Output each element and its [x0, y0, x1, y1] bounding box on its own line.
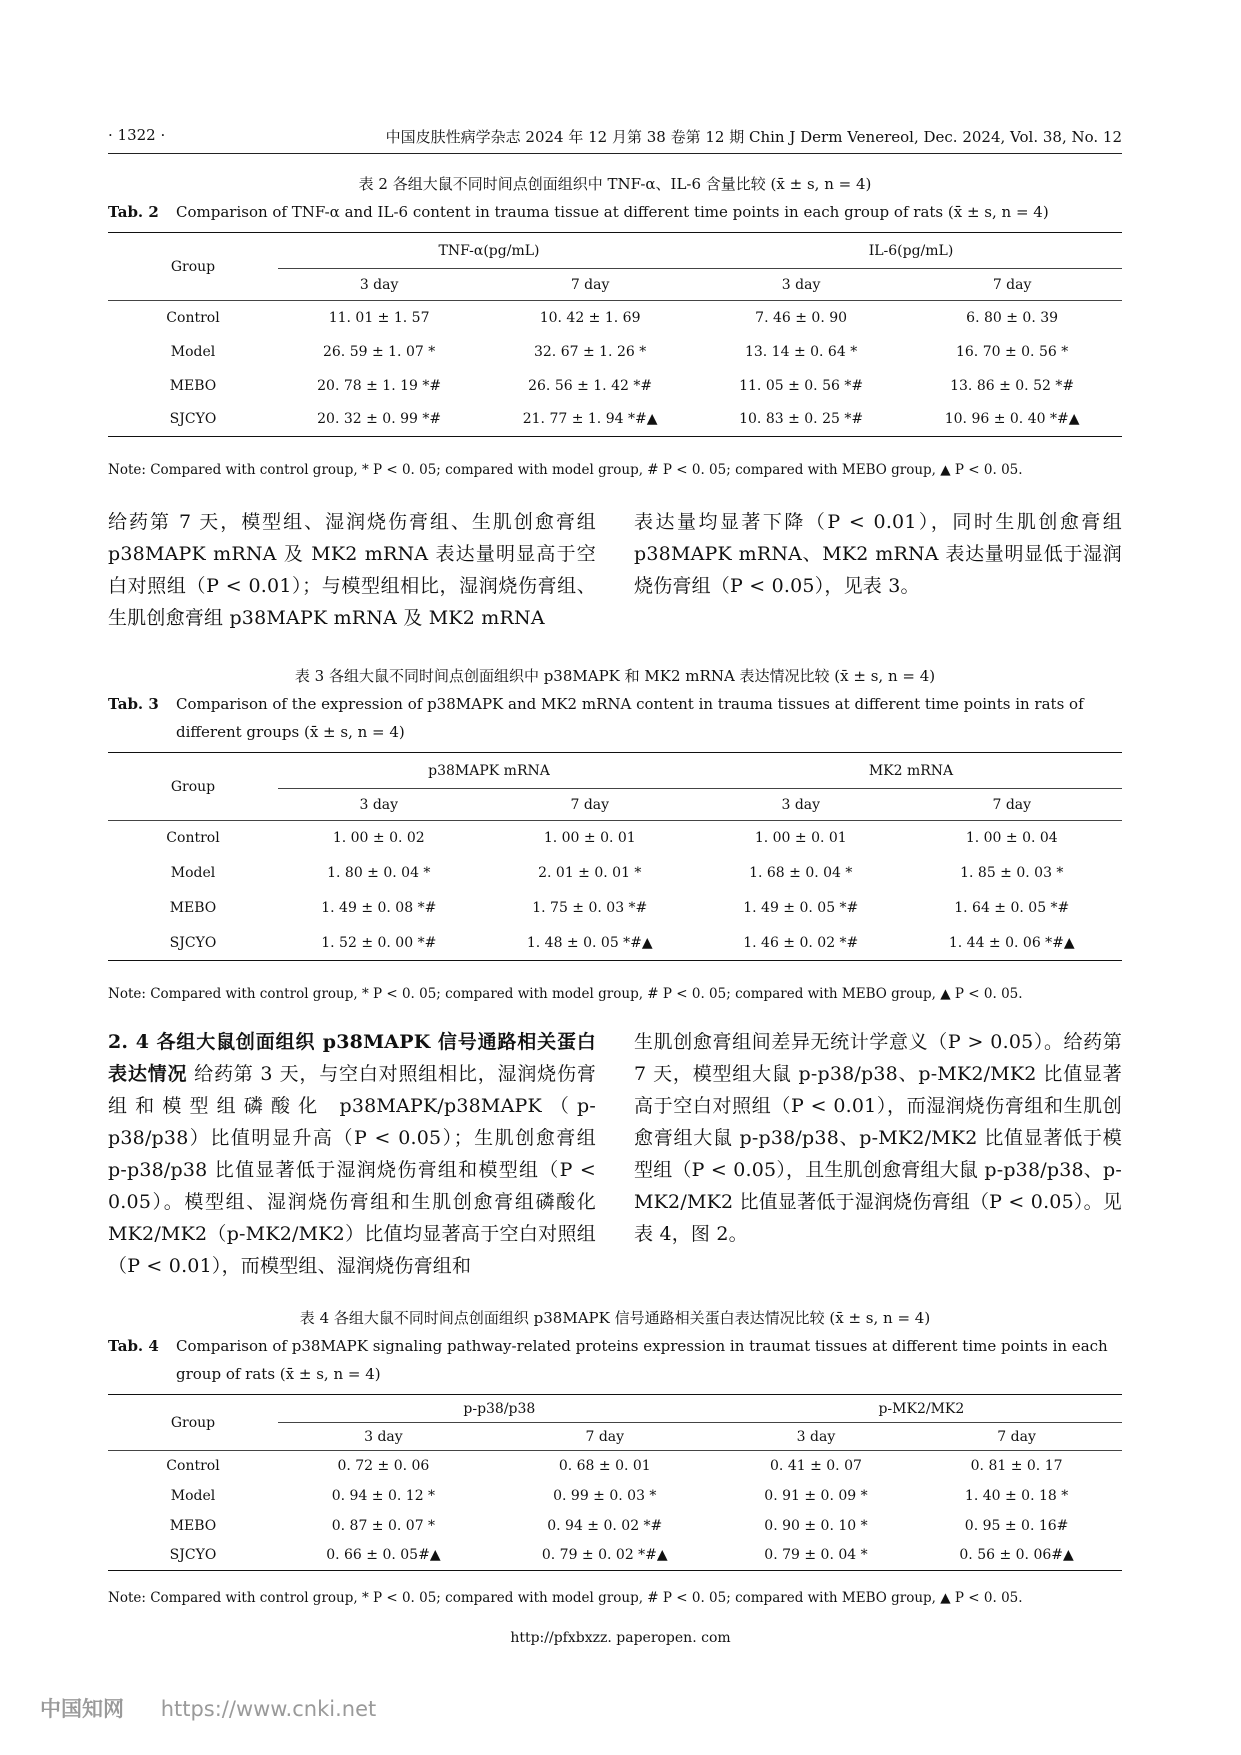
group-cell: MEBO — [169, 1517, 217, 1534]
group-cell: Control — [166, 1457, 220, 1474]
value-cell: 0. 94 ± 0. 12 * — [331, 1487, 436, 1504]
table4-en-title-row — [108, 1332, 1122, 1388]
col-group-header: p-p38/p38 — [278, 1395, 721, 1423]
page-number: · 1322 · — [108, 126, 166, 144]
body-paragraph-left — [108, 1026, 596, 1282]
value-cell: 1. 48 ± 0. 05 *#▲ — [480, 926, 700, 961]
table-row — [108, 1451, 1122, 1481]
table2-cn-title: 表 2 各组大鼠不同时间点创面组织中 TNF-α、IL-6 含量比较 (x̄ ± s, n = 4) — [358, 175, 872, 193]
table2-label: Tab. 2 — [108, 203, 159, 221]
value-cell: 20. 78 ± 1. 19 *# — [317, 377, 442, 394]
table2-en-title-row — [108, 198, 1122, 226]
sub-header: 3 day — [700, 269, 902, 301]
group-cell: MEBO — [169, 900, 217, 916]
sub-header: 7 day — [911, 1423, 1122, 1451]
value-cell: 1. 00 ± 0. 01 — [754, 830, 847, 847]
table4-caption — [108, 1304, 1122, 1388]
running-header — [108, 126, 1122, 150]
group-header: Group — [108, 1395, 278, 1451]
value-cell: 13. 86 ± 0. 52 *# — [950, 377, 1075, 394]
value-cell: 0. 66 ± 0. 05#▲ — [278, 1541, 489, 1571]
cnki-url: https://www.cnki.net — [160, 1697, 377, 1721]
value-cell: 0. 41 ± 0. 07 — [770, 1457, 862, 1474]
value-cell: 0. 79 ± 0. 02 *#▲ — [489, 1541, 721, 1571]
group-cell: Model — [170, 1487, 216, 1504]
value-cell: 1. 46 ± 0. 02 *# — [700, 926, 902, 961]
group-cell: MEBO — [169, 377, 217, 394]
group-cell: Control — [166, 309, 220, 326]
value-cell: 32. 67 ± 1. 26 * — [533, 343, 647, 360]
journal-url: http://pfxbxzz. paperopen. com — [510, 1630, 731, 1646]
value-cell: 26. 59 ± 1. 07 * — [322, 343, 436, 360]
body-paragraph-right: 生肌创愈膏组间差异无统计学意义（P > 0.05）。给药第 7 天，模型组大鼠 p-p38/p38、p-MK2/MK2 比值显著高于空白对照组（P < 0.01），而湿润烧伤膏组和生肌创愈膏组大鼠 p-p38/p38、p-MK2/MK2 比值显著低于模型组（P < 0.05），且生肌创愈膏组大鼠 p-p38/p38、p-MK2/MK2 比值显著低于湿润烧伤膏组（P < 0.05）。见表 4，图 2。 — [634, 1031, 1122, 1245]
table-row — [108, 335, 1122, 369]
sub-header: 7 day — [480, 789, 700, 821]
value-cell: 20. 32 ± 0. 99 *# — [278, 403, 480, 437]
table-row — [108, 403, 1122, 437]
value-cell: 11. 05 ± 0. 56 *# — [739, 377, 864, 394]
table4-label: Tab. 4 — [108, 1337, 159, 1355]
value-cell: 0. 99 ± 0. 03 * — [553, 1487, 657, 1504]
table-row — [108, 1541, 1122, 1571]
table-header-row — [108, 753, 1122, 789]
table3-en-title-row — [108, 690, 1122, 746]
table2 — [108, 232, 1122, 437]
col-group-header: IL-6(pg/mL) — [700, 233, 1122, 269]
table-header-row — [108, 1395, 1122, 1423]
value-cell: 2. 01 ± 0. 01 * — [538, 865, 642, 881]
col-group-header: MK2 mRNA — [700, 753, 1122, 789]
value-cell: 21. 77 ± 1. 94 *#▲ — [480, 403, 700, 437]
value-cell: 7. 46 ± 0. 90 — [755, 309, 848, 326]
table-row — [108, 1511, 1122, 1541]
sub-header: 7 day — [489, 1423, 721, 1451]
table-row — [108, 821, 1122, 856]
journal-citation: 中国皮肤性病学杂志 2024 年 12 月第 38 卷第 12 期 Chin J Derm Venereol, Dec. 2024, Vol. 38, No. 12 — [385, 128, 1122, 146]
table2-caption — [108, 170, 1122, 226]
table-row — [108, 369, 1122, 403]
table-row — [108, 926, 1122, 961]
sub-header: 3 day — [721, 1423, 911, 1451]
group-cell: Control — [166, 830, 220, 847]
value-cell: 1. 64 ± 0. 05 *# — [954, 900, 1070, 916]
table4-en-title: Comparison of p38MAPK signaling pathway-related proteins expression in traumat tissues at different time points in each group of rats (x̄ ± s, n = 4) — [176, 1337, 1108, 1383]
value-cell: 1. 52 ± 0. 00 *# — [278, 926, 480, 961]
value-cell: 10. 96 ± 0. 40 *#▲ — [902, 403, 1122, 437]
table3-note: Note: Compared with control group, * P < 0. 05; compared with model group, # P < 0. 05; compared with MEBO group, ▲ P < 0. 05. — [108, 986, 1023, 1002]
group-header: Group — [108, 233, 278, 301]
table4-cn-title: 表 4 各组大鼠不同时间点创面组织 p38MAPK 信号通路相关蛋白表达情况比较 (x̄ ± s, n = 4) — [299, 1309, 931, 1327]
group-cell: SJCYO — [108, 1541, 278, 1571]
value-cell: 13. 14 ± 0. 64 * — [744, 343, 858, 360]
col-group-header: p38MAPK mRNA — [278, 753, 700, 789]
group-cell: Model — [170, 343, 216, 360]
sub-header: 3 day — [278, 269, 480, 301]
table4-note: Note: Compared with control group, * P < 0. 05; compared with model group, # P < 0. 05; compared with MEBO group, ▲ P < 0. 05. — [108, 1590, 1023, 1606]
cnki-brand: 中国知网 — [40, 1697, 124, 1721]
value-cell: 0. 94 ± 0. 02 *# — [547, 1517, 663, 1534]
sub-header: 7 day — [902, 269, 1122, 301]
table3-en-title: Comparison of the expression of p38MAPK and MK2 mRNA content in trauma tissues at different time points in rats of different groups (x̄ ± s, n = 4) — [176, 695, 1084, 741]
table3 — [108, 752, 1122, 961]
value-cell: 1. 00 ± 0. 04 — [965, 830, 1058, 847]
table2-en-title: Comparison of TNF-α and IL-6 content in trauma tissue at different time points in each group of rats (x̄ ± s, n = 4) — [176, 203, 1049, 221]
value-cell: 0. 81 ± 0. 17 — [970, 1457, 1063, 1474]
body-paragraph-right: 表达量均显著下降（P < 0.01），同时生肌创愈膏组 p38MAPK mRNA、MK2 mRNA 表达量明显低于湿润烧伤膏组（P < 0.05），见表 3。 — [634, 511, 1122, 597]
value-cell: 16. 70 ± 0. 56 * — [955, 343, 1069, 360]
col-group-header: TNF-α(pg/mL) — [278, 233, 700, 269]
value-cell: 0. 72 ± 0. 06 — [337, 1457, 430, 1474]
value-cell: 26. 56 ± 1. 42 *# — [528, 377, 653, 394]
group-header: Group — [108, 753, 278, 821]
value-cell: 1. 44 ± 0. 06 *#▲ — [902, 926, 1122, 961]
value-cell: 10. 83 ± 0. 25 *# — [700, 403, 902, 437]
table-row — [108, 856, 1122, 891]
value-cell: 1. 00 ± 0. 01 — [543, 830, 636, 847]
group-cell: Model — [170, 865, 216, 881]
group-cell: SJCYO — [108, 403, 278, 437]
value-cell: 0. 91 ± 0. 09 * — [764, 1487, 868, 1504]
value-cell: 1. 85 ± 0. 03 * — [960, 865, 1064, 881]
sub-header: 3 day — [278, 1423, 489, 1451]
col-group-header: p-MK2/MK2 — [721, 1395, 1122, 1423]
table-row — [108, 1481, 1122, 1511]
sub-header: 3 day — [700, 789, 902, 821]
table2-note: Note: Compared with control group, * P < 0. 05; compared with model group, # P < 0. 05; compared with MEBO group, ▲ P < 0. 05. — [108, 462, 1023, 478]
sub-header: 7 day — [902, 789, 1122, 821]
value-cell: 0. 90 ± 0. 10 * — [764, 1517, 868, 1534]
table-row — [108, 301, 1122, 335]
group-cell: SJCYO — [108, 926, 278, 961]
cnki-watermark — [40, 1693, 376, 1723]
table-header-row — [108, 233, 1122, 269]
table3-cn-title: 表 3 各组大鼠不同时间点创面组织中 p38MAPK 和 MK2 mRNA 表达情况比较 (x̄ ± s, n = 4) — [294, 667, 936, 685]
value-cell: 0. 79 ± 0. 04 * — [721, 1541, 911, 1571]
section-heading: 2. 4 各组大鼠创面组织 p38MAPK 信号通路相关蛋白表达情况 — [108, 1031, 596, 1085]
value-cell: 1. 75 ± 0. 03 *# — [532, 900, 648, 916]
value-cell: 1. 49 ± 0. 08 *# — [321, 900, 437, 916]
value-cell: 1. 00 ± 0. 02 — [332, 830, 425, 847]
sub-header: 7 day — [480, 269, 700, 301]
value-cell: 1. 40 ± 0. 18 * — [964, 1487, 1069, 1504]
table3-label: Tab. 3 — [108, 695, 159, 713]
value-cell: 11. 01 ± 1. 57 — [328, 309, 430, 326]
value-cell: 10. 42 ± 1. 69 — [539, 309, 641, 326]
body-paragraph-left: 给药第 7 天，模型组、湿润烧伤膏组、生肌创愈膏组 p38MAPK mRNA 及 MK2 mRNA 表达量明显高于空白对照组（P < 0.01）；与模型组相比，湿润烧伤膏组、生肌创愈膏组 p38MAPK mRNA 及 MK2 mRNA — [108, 511, 596, 629]
value-cell: 0. 95 ± 0. 16# — [964, 1517, 1069, 1534]
value-cell: 6. 80 ± 0. 39 — [966, 309, 1059, 326]
value-cell: 1. 80 ± 0. 04 * — [327, 865, 431, 881]
value-cell: 1. 68 ± 0. 04 * — [749, 865, 853, 881]
value-cell: 1. 49 ± 0. 05 *# — [743, 900, 859, 916]
value-cell: 0. 87 ± 0. 07 * — [331, 1517, 436, 1534]
value-cell: 0. 68 ± 0. 01 — [558, 1457, 651, 1474]
sub-header: 3 day — [278, 789, 480, 821]
section-text: 给药第 3 天，与空白对照组相比，湿润烧伤膏组和模型组磷酸化 p38MAPK/p38MAPK（p-p38/p38）比值明显升高（P < 0.05）；生肌创愈膏组 p-p38/p38 比值显著低于湿润烧伤膏组和模型组（P < 0.05）。模型组、湿润烧伤膏组和生肌创愈膏组磷酸化 MK2/MK2（p-MK2/MK2）比值均显著高于空白对照组（P < 0.01），而模型组、湿润烧伤膏组和 — [108, 1063, 596, 1277]
header-rule — [108, 153, 1122, 154]
table-row — [108, 891, 1122, 926]
table4 — [108, 1394, 1122, 1571]
value-cell: 0. 56 ± 0. 06#▲ — [911, 1541, 1122, 1571]
table3-caption — [108, 662, 1122, 746]
